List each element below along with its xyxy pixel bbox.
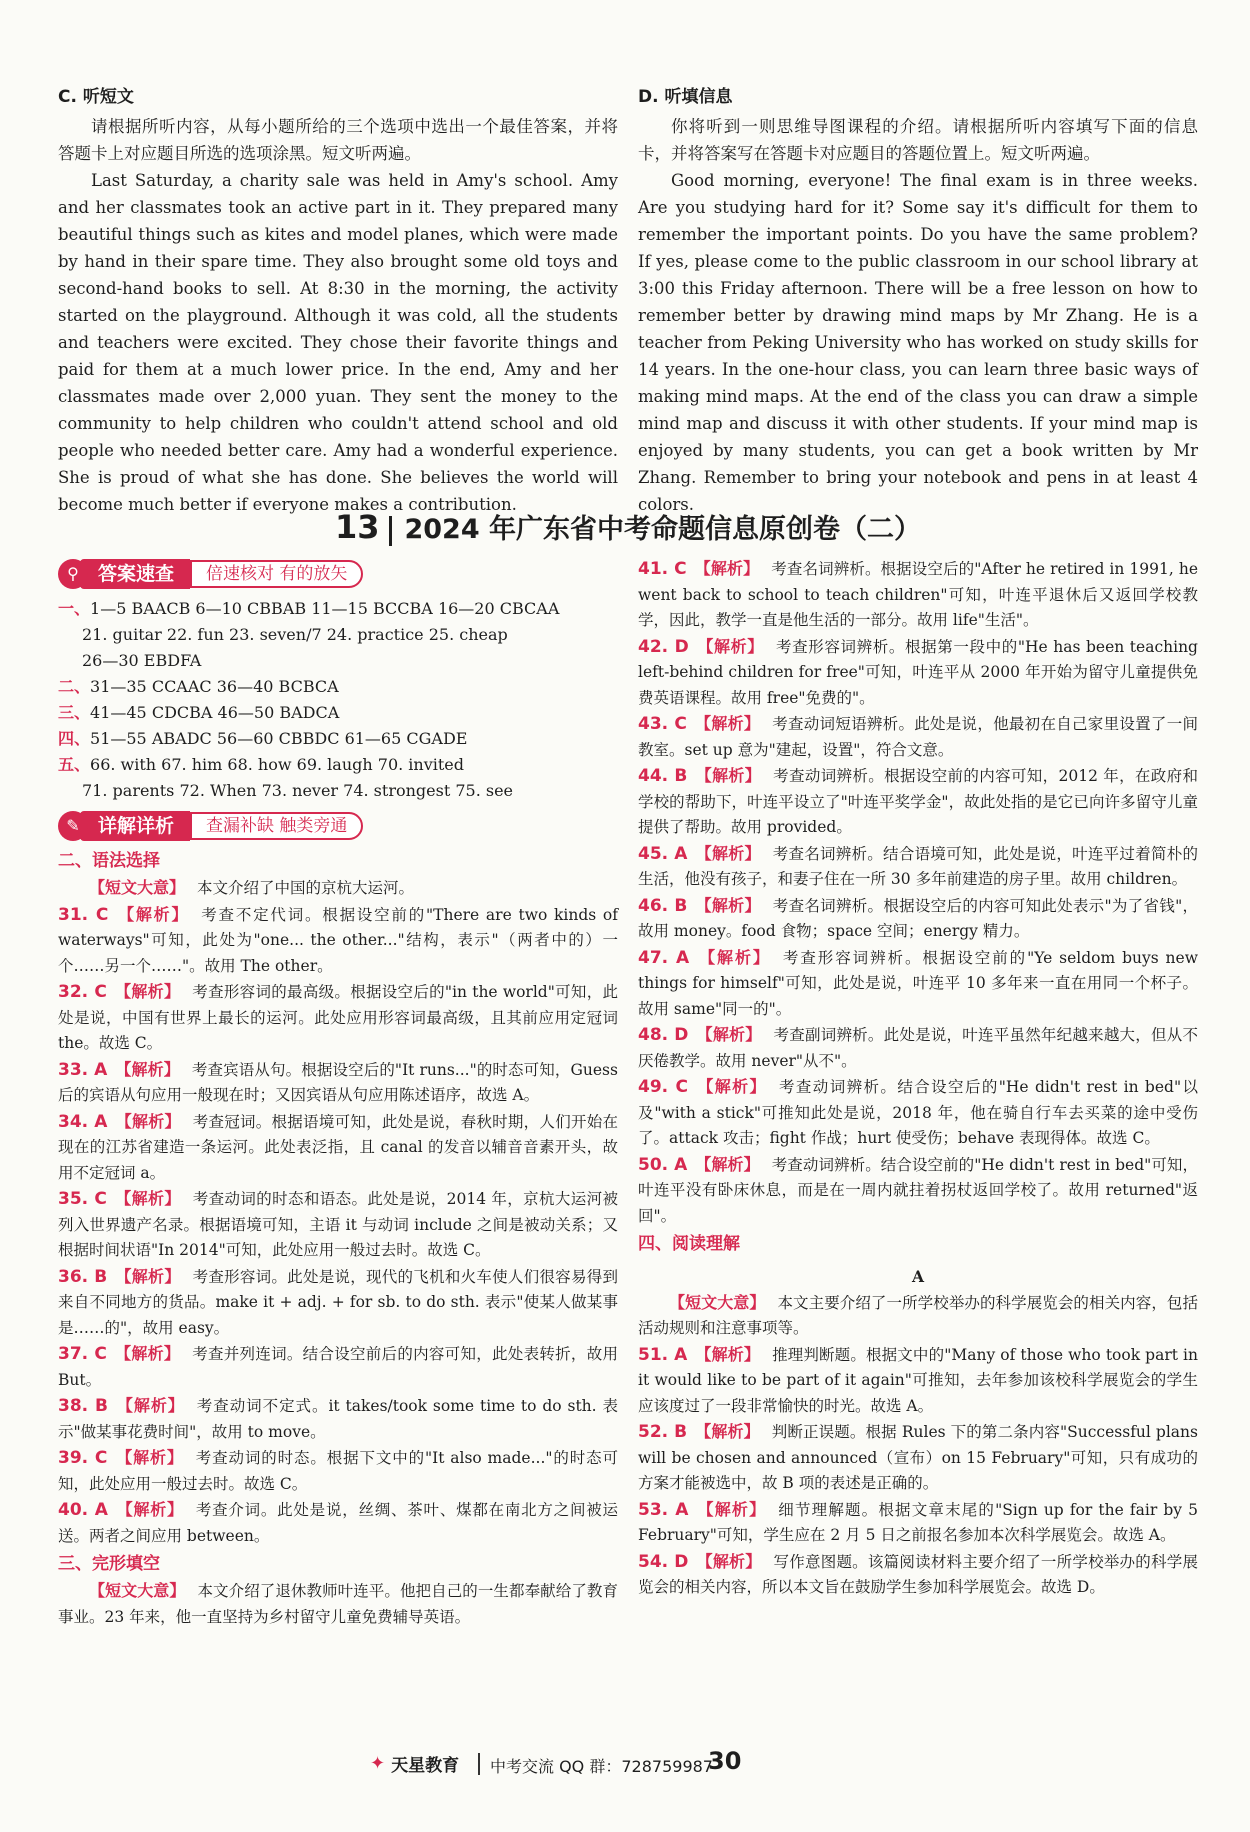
explanation-item: 52. B 【解析】 判断正误题。根据 Rules 下的第二条内容"Successful plans will be chosen and announced（宣布）on 15 February"可知，只有成功的方案才能被选中，故 B 项的表述是正确的。 bbox=[638, 1422, 1198, 1492]
details-banner-subtitle: 查漏补缺 触类旁通 bbox=[190, 812, 363, 840]
listen-c-heading: C. 听短文 bbox=[58, 87, 134, 107]
title-divider bbox=[389, 516, 392, 546]
publisher-name: 天星教育 bbox=[391, 1756, 460, 1776]
page-footer bbox=[0, 1745, 1250, 1785]
answer-line: 三、41—45 CDCBA 46—50 BADCA bbox=[58, 703, 340, 722]
answer-line: 一、1—5 BAACB 6—10 CBBAB 11—15 BCCBA 16—20 CBCAA bbox=[58, 599, 560, 618]
grammar-summary: 【短文大意】 本文介绍了中国的京杭大运河。 bbox=[89, 878, 415, 897]
answers-banner-title: 答案速查 bbox=[80, 559, 190, 589]
grammar-section-heading: 二、语法选择 bbox=[58, 851, 160, 871]
explanation-item: 36. B 【解析】 考查形容词。此处是说，现代的飞机和火车使人们很容易得到来自不同地方的货品。make it + adj. + for sb. to do sth. 表示"使某人做某事是……的"，故用 easy。 bbox=[58, 1266, 618, 1337]
publisher-logo bbox=[370, 1751, 459, 1776]
listen-c-text: Last Saturday, a charity sale was held in Amy's school. Amy and her classmates took an active part in it. They prepared many beautiful things such as kites and model planes, which were made by hand in their spare time. They also brought some old toys and second-hand books to sell. At 8:30 in the morning, the activity started on the playground. Although it was cold, all the students and teachers were excited. They chose their favorite things and paid for them at a much lower price. In the end, Amy and her classmates made over 2,000 yuan. They sent the money to the community to help children who couldn't attend school and old people who needed better care. Amy had a wonderful experience. She is proud of what she has done. She believes the world will become much better if everyone makes a contribution. bbox=[58, 171, 618, 514]
paper-title bbox=[58, 504, 1198, 550]
details-banner bbox=[58, 810, 618, 842]
listen-c-section bbox=[58, 84, 618, 518]
answer-key bbox=[58, 596, 618, 804]
star-icon: ✦ bbox=[370, 1753, 386, 1774]
reading-section-heading: 四、阅读理解 bbox=[638, 1234, 740, 1254]
qq-group: 中考交流 QQ 群：728759987 bbox=[490, 1757, 713, 1776]
listen-c-instruction: 请根据所听内容，从每小题所给的三个选项中选出一个最佳答案，并将答题卡上对应题目所选的选项涂黑。短文听两遍。 bbox=[58, 117, 618, 163]
explanation-item: 40. A 【解析】 考查介词。此处是说，丝绸、茶叶、煤都在南北方之间被运送。两者之间应用 between。 bbox=[58, 1500, 618, 1545]
explanation-item: 45. A 【解析】 考查名词辨析。结合语境可知，此处是说，叶连平过着简朴的生活，他没有孩子，和妻子住在一所 30 多年前建造的房子里。故用 children。 bbox=[638, 843, 1198, 888]
explanation-item: 33. A 【解析】 考查宾语从句。根据设空后的"It runs..."的时态可知，Guess 后的宾语从句应用一般现在时；又因宾语从句应用陈述语序，故选 A。 bbox=[58, 1059, 618, 1104]
explanation-item: 47. A 【解析】 考查形容词辨析。根据设空前的"Ye seldom buys new things for himself"可知，此处是说，叶连平 10 多年来一直在用同一个杯子。故用 same"同一的"。 bbox=[638, 947, 1198, 1018]
explanation-item: 38. B 【解析】 考查动词不定式。it takes/took some time to do sth. 表示"做某事花费时间"，故用 to move。 bbox=[58, 1396, 618, 1441]
details-banner-title: 详解详析 bbox=[80, 811, 190, 841]
explanation-item: 42. D 【解析】 考查形容词辨析。根据第一段中的"He has been teaching left-behind children for free"可知，叶连平从 2000 年开始为留守儿童提供免费英语课程。故用 free"免费的"。 bbox=[638, 636, 1198, 707]
answer-line: 26—30 EBDFA bbox=[82, 651, 202, 670]
listen-d-text: Good morning, everyone! The final exam is in three weeks. Are you studying hard for it? Some say it's difficult for them to remember the important points. Do you have the same problem? If yes, please come to the public classroom in our school library at 3:00 this Friday afternoon. There will be a free lesson on how to remember better by drawing mind maps by Mr Zhang. He is a teacher from Peking University who has worked on study skills for 14 years. In the one-hour class, you can learn three basic ways of making mind maps. At the end of the class you can draw a simple mind map and discuss it with other students. If your mind map is enjoyed by many students, you can get a book written by Mr Zhang. Remember to bring your notebook and pens in at least 4 colors. bbox=[638, 171, 1198, 514]
answer-line: 五、66. with 67. him 68. how 69. laugh 70. invited bbox=[58, 755, 465, 774]
explanation-item: 48. D 【解析】 考查副词辨析。此处是说，叶连平虽然年纪越来越大，但从不厌倦教学。故用 never"从不"。 bbox=[638, 1025, 1198, 1070]
explanation-item: 35. C 【解析】 考查动词的时态和语态。此处是说，2014 年，京杭大运河被列入世界遗产名录。根据语境可知，主语 it 与动词 include 之间是被动关系；又根据时间状语"In 2014"可知，此处应用一般过去时。故选 C。 bbox=[58, 1189, 618, 1259]
explanation-item: 31. C 【解析】 考查不定代词。根据设空前的"There are two kinds of waterways"可知，此处为"one... the other..."结构，表示"（两者中的）一个……另一个……"。故用 The other。 bbox=[58, 904, 619, 975]
passage-label: A bbox=[911, 1267, 925, 1286]
explanation-item: 49. C 【解析】 考查动词辨析。结合设空后的"He didn't rest in bed"以及"with a stick"可推知此处是说，2018 年，他在骑自行车去买菜的途中受伤了。attack 攻击；fight 作战；hurt 使受伤；behave 表现得体。故选 C。 bbox=[638, 1077, 1198, 1147]
explanation-item: 41. C 【解析】 考查名词辨析。根据设空后的"After he retired in 1991, he went back to school to teach children"可知，叶连平退休后又返回学校教学，因此，教学一直是他生活的一部分。故用 life"生活"。 bbox=[638, 559, 1198, 629]
explanation-item: 54. D 【解析】 写作意图题。该篇阅读材料主要介绍了一所学校举办的科学展览会的相关内容，所以本文旨在鼓励学生参加科学展览会。故选 D。 bbox=[638, 1551, 1198, 1596]
answers-banner-subtitle: 倍速核对 有的放矢 bbox=[190, 560, 363, 588]
explanation-item: 43. C 【解析】 考查动词短语辨析。此处是说，他最初在自己家里设置了一间教室。set up 意为"建起，设置"，符合文意。 bbox=[638, 714, 1198, 759]
left-column bbox=[58, 556, 618, 1630]
explanation-item: 39. C 【解析】 考查动词的时态。根据下文中的"It also made..."的时态可知，此处应用一般过去时。故选 C。 bbox=[58, 1448, 618, 1493]
explanation-item: 32. C 【解析】 考查形容词的最高级。根据设空后的"in the world"可知，此处是说，中国有世界上最长的运河。此处应用形容词最高级，且其前应用定冠词 the。故选 C。 bbox=[58, 982, 619, 1052]
page-number: 30 bbox=[708, 1747, 742, 1775]
cloze-section-heading: 三、完形填空 bbox=[58, 1554, 160, 1574]
listen-d-heading: D. 听填信息 bbox=[638, 87, 733, 107]
explanation-item: 53. A 【解析】 细节理解题。根据文章末尾的"Sign up for the fair by 5 February"可知，学生应在 2 月 5 日之前报名参加本次科学展览会。故选 A。 bbox=[638, 1499, 1198, 1544]
listen-d-section bbox=[638, 84, 1198, 518]
search-icon: ⚲ bbox=[58, 559, 88, 589]
answer-line: 二、31—35 CCAAC 36—40 BCBCA bbox=[58, 677, 339, 696]
explanation-item: 34. A 【解析】 考查冠词。根据语境可知，此处是说，春秋时期，人们开始在现在的江苏省建造一条运河。此处表泛指，且 canal 的发音以辅音音素开头，故用不定冠词 a。 bbox=[58, 1111, 618, 1182]
explanation-item: 50. A 【解析】 考查动词辨析。结合设空前的"He didn't rest in bed"可知，叶连平没有卧床休息，而是在一周内就拄着拐杖返回学校了。故用 returned"返回"。 bbox=[638, 1154, 1198, 1225]
cloze-summary: 【短文大意】 本文介绍了退休教师叶连平。他把自己的一生都奉献给了教育事业。23 年来，他一直坚持为乡村留守儿童免费辅导英语。 bbox=[58, 1581, 618, 1626]
answer-line: 71. parents 72. When 73. never 74. strongest 75. see bbox=[82, 781, 514, 800]
explanation-item: 37. C 【解析】 考查并列连词。结合设空前后的内容可知，此处表转折，故用 But。 bbox=[58, 1344, 618, 1389]
answer-line: 四、51—55 ABADC 56—60 CBBDC 61—65 CGADE bbox=[58, 729, 468, 748]
answers-banner bbox=[58, 558, 618, 590]
listen-d-instruction: 你将听到一则思维导图课程的介绍。请根据所听内容填写下面的信息卡，并将答案写在答题卡对应题目的答题位置上。短文听两遍。 bbox=[638, 117, 1198, 163]
notebook-icon: ✎ bbox=[58, 811, 88, 841]
reading-summary: 【短文大意】 本文主要介绍了一所学校举办的科学展览会的相关内容，包括活动规则和注意事项等。 bbox=[638, 1292, 1198, 1337]
explanation-item: 44. B 【解析】 考查动词辨析。根据设空前的内容可知，2012 年，在政府和学校的帮助下，叶连平设立了"叶连平奖学金"，故此处指的是它已向许多留守儿童提供了帮助。故用 provided。 bbox=[638, 766, 1198, 836]
explanation-item: 51. A 【解析】 推理判断题。根据文中的"Many of those who took part in it would like to be part of it again"可推知，去年参加该校科学展览会的学生应该度过了一段非常愉快的时光。故选 A。 bbox=[638, 1344, 1198, 1415]
explanation-item: 46. B 【解析】 考查名词辨析。根据设空后的内容可知此处表示"为了省钱"，故用 money。food 食物；space 空间；energy 精力。 bbox=[638, 895, 1198, 940]
answer-line: 21. guitar 22. fun 23. seven/7 24. practice 25. cheap bbox=[82, 625, 508, 644]
paper-title-text: 2024 年广东省中考命题信息原创卷（二） bbox=[404, 514, 922, 545]
right-column bbox=[638, 556, 1198, 1601]
footer-divider bbox=[478, 1753, 480, 1775]
paper-number: 13 bbox=[334, 508, 380, 546]
